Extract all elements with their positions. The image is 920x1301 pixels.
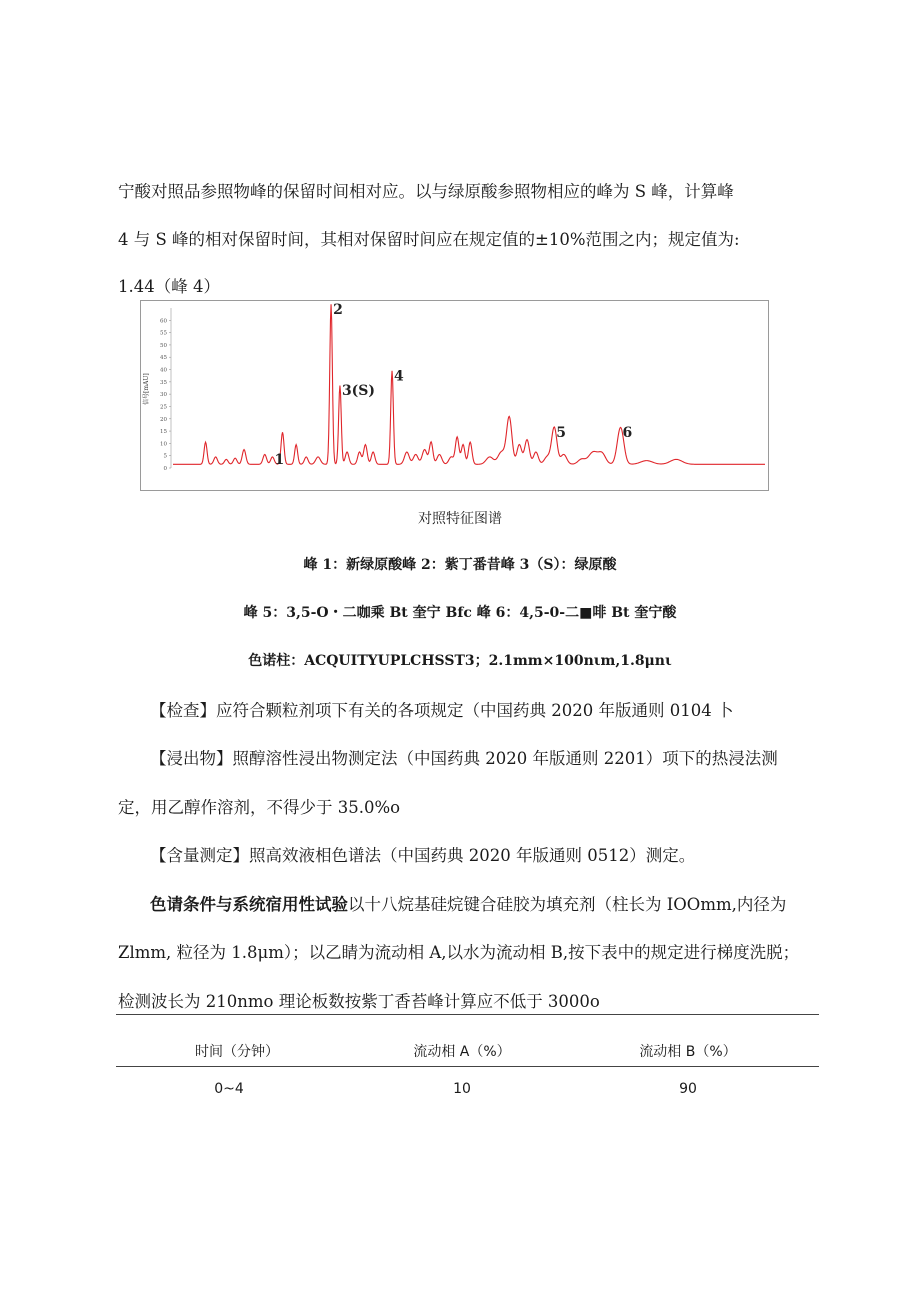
table-cell-phase-a: 10 <box>453 1081 471 1097</box>
para-line-3: 1.44（峰 4） <box>118 277 220 296</box>
y-tick-label: 45 <box>160 355 167 362</box>
section-check: 【检查】应符合颗粒剂项下有关的各项规定（中国药典 2020 年版通则 0104 卜 <box>150 701 734 720</box>
figure-caption: 对照特征图谱 <box>418 511 502 527</box>
para-line-2: 4 与 S 峰的相对保留时间，其相对保留时间应在规定值的±10%范围之内；规定值为: <box>118 230 740 249</box>
y-tick-label: 10 <box>160 441 167 448</box>
y-tick-label: 15 <box>160 429 167 436</box>
figure-column-info <box>0 650 920 670</box>
peak-label-2: 2 <box>333 302 343 318</box>
table-header-time: 时间（分钟） <box>195 1044 279 1060</box>
section-conditions-line-3: 检测波长为 210nmo 理论板数按紫丁香苔峰计算应不低于 3000o <box>118 992 600 1011</box>
section-extract-line-1: 【浸出物】照醇溶性浸出物测定法（中国药典 2020 年版通则 2201）项下的热浸法测 <box>150 749 778 768</box>
section-assay: 【含量测定】照高效液相色谱法（中国药典 2020 年版通则 0512）测定。 <box>150 846 696 865</box>
peak-label-4: 4 <box>394 368 404 385</box>
section-extract-line-2: 定，用乙醇作溶剂，不得少于 35.0%o <box>118 798 401 817</box>
y-tick-label: 40 <box>160 367 167 374</box>
y-tick-label: 55 <box>160 330 167 337</box>
conditions-text: 以十八烷基硅烷键合硅胶为填充剂（柱长为 IOOmm,内径为 <box>348 895 787 914</box>
peak-label-1: 1 <box>274 452 285 469</box>
peak-label-5: 5 <box>556 425 566 442</box>
table-header-rule <box>116 1066 819 1067</box>
y-axis-label: 信号[mAU] <box>143 373 150 405</box>
y-tick-label: 60 <box>160 318 167 325</box>
y-tick-label: 20 <box>160 416 167 423</box>
y-tick-label: 0 <box>163 466 167 472</box>
chromatogram-chart <box>140 300 772 492</box>
figure-legend-line-2: 峰 5：3,5-O・二咖乘 Bt 奎宁 Bfc 峰 6：4,5-0-二■啡 Bt 奎宁酸 <box>243 605 677 621</box>
peak-label-6: 6 <box>622 425 633 442</box>
table-cell-phase-b: 90 <box>679 1081 697 1097</box>
y-tick-label: 35 <box>160 379 167 386</box>
table-header-phase-a: 流动相 A（%） <box>413 1044 511 1060</box>
chart-frame <box>141 301 769 491</box>
column-info-text: 色诺柱：ACQUITYUPLCHSST3；2.1mm×100nιm,1.8μnι <box>248 653 672 669</box>
y-tick-label: 25 <box>160 404 167 411</box>
peak-label-3(S): 3(S) <box>341 383 376 400</box>
y-tick-label: 5 <box>163 453 167 460</box>
section-conditions-line-1 <box>150 891 786 915</box>
table-top-rule <box>116 1014 819 1015</box>
y-tick-label: 50 <box>160 342 167 349</box>
para-line-1: 宁酸对照品参照物峰的保留时间相对应。以与绿原酸参照物相应的峰为 S 峰，计算峰 <box>118 182 734 201</box>
table-header-phase-b: 流动相 B（%） <box>639 1044 737 1060</box>
table-cell-time: 0~4 <box>214 1081 244 1097</box>
conditions-heading: 色请条件与系统宿用性试验 <box>150 895 348 914</box>
section-conditions-line-2: Zlmm, 粒径为 1.8μm）；以乙睛为流动相 A,以水为流动相 B,按下表中的规定进行梯度洗脱； <box>118 943 800 962</box>
y-tick-label: 30 <box>160 392 167 399</box>
figure-legend-line-1: 峰 1：新绿原酸峰 2：紫丁番昔峰 3（S）：绿原酸 <box>303 557 617 573</box>
